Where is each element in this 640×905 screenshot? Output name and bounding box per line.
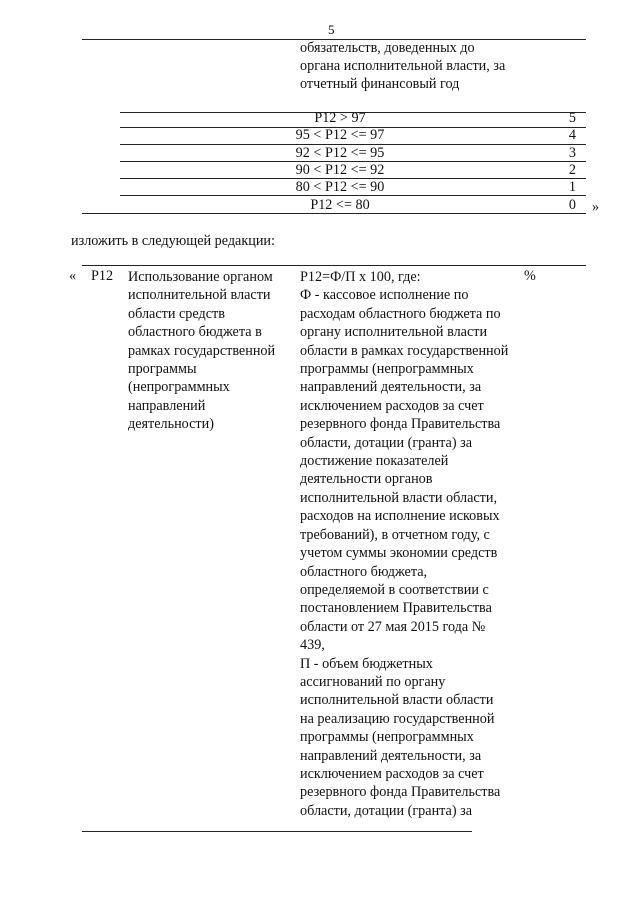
criteria-row (120, 162, 586, 179)
criteria-row (120, 145, 586, 162)
indicator-formula (300, 268, 510, 820)
criteria-row (82, 197, 586, 214)
closing-quote: » (592, 199, 600, 215)
criteria-score: 4 (568, 127, 576, 143)
criteria-condition: 90 < Р12 <= 92 (295, 162, 385, 178)
criteria-condition: 92 < Р12 <= 95 (295, 145, 385, 161)
criteria-condition: Р12 <= 80 (310, 197, 370, 213)
criteria-divider (120, 195, 586, 196)
criteria-row (120, 179, 586, 196)
new-table-bottom-border (82, 831, 472, 832)
criteria-condition: Р12 > 97 (314, 110, 366, 126)
intro-text: изложить в следующей редакции: (71, 233, 275, 249)
criteria-score: 1 (568, 179, 576, 195)
criteria-score: 2 (568, 162, 576, 178)
formula-header: Р12=Ф/П х 100, где: (300, 269, 421, 285)
indicator-name: Использование органом исполнительной власти области средств областного бюджета в рамках государственной программы (непрограммных направлений деятельности) (128, 269, 276, 433)
criteria-condition: 95 < Р12 <= 97 (295, 127, 385, 143)
new-table-top-border (82, 265, 586, 266)
criteria-row (120, 127, 586, 144)
criteria-score: 0 (568, 197, 576, 213)
formula-f-definition: Ф - кассовое исполнение по расходам областного бюджета по органу исполнительной власти области в рамках государственной программы (непрограммных направлений деятельности, за исключением расходов за счет резервного фонда Правительства области, дотации (гранта) за достижение показателей деятельности органов исполнительной власти области, расходов на исполнение исковых требований), в отчетном году, с учетом суммы экономии средств областного бюджета, определяемой в соответствии с постановлением Правительства области от 27 мая 2015 года № 439, (300, 287, 509, 654)
criteria-row (120, 110, 586, 127)
page-number: 5 (328, 22, 335, 37)
continued-indicator-text: обязательств, доведенных до органа исполнительной власти, за отчетный финансовый год (300, 40, 506, 92)
indicator-code: Р12 (91, 268, 114, 284)
opening-quote: « (69, 268, 77, 284)
criteria-score: 5 (568, 110, 576, 126)
criteria-score: 3 (568, 145, 576, 161)
formula-p-definition: П - объем бюджетных ассигнований по органу исполнительной власти области на реализацию государственной программы (непрограммных направлений деятельности, за исключением расходов за счет резервного фонда Правительства области, дотации (гранта) за (300, 655, 501, 819)
unit: % (524, 268, 536, 284)
table-bottom-border (82, 213, 586, 214)
criteria-condition: 80 < Р12 <= 90 (295, 179, 385, 195)
